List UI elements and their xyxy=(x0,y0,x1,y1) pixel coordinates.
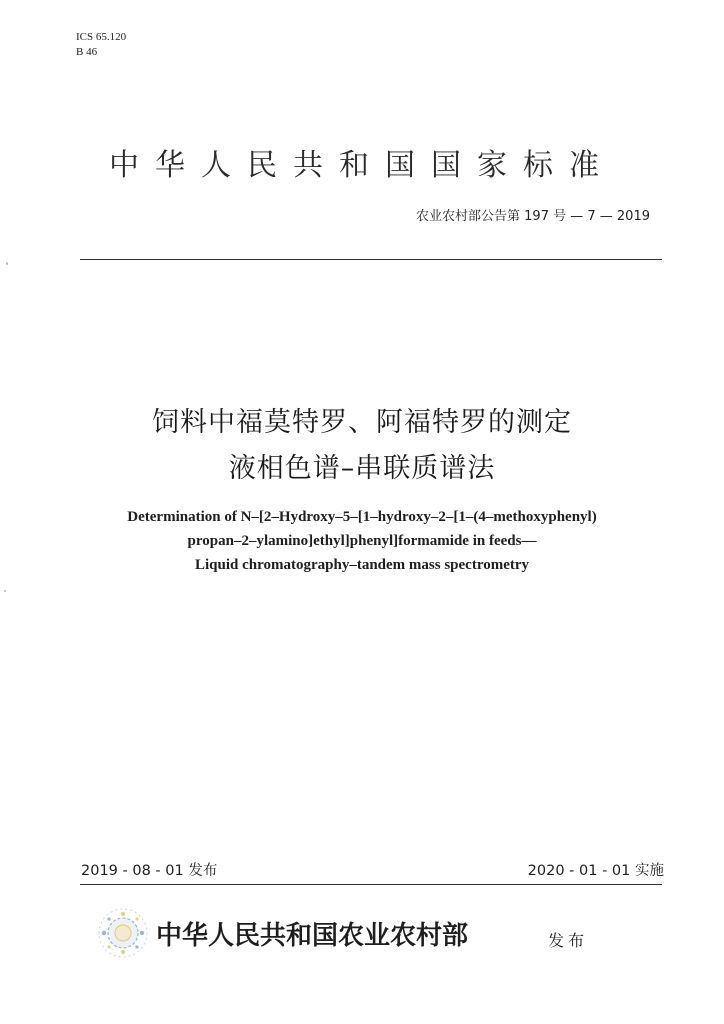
chinese-title-line-1: 饲料中福莫特罗、阿福特罗的测定 xyxy=(152,407,572,438)
english-title-line-1: Determination of N–[2–Hydroxy–5–[1–hydroxy–2–[1–(4–methoxyphenyl) xyxy=(127,509,597,525)
implementation-date: 2020 - 01 - 01 实施 xyxy=(527,863,664,879)
emblem-rays xyxy=(99,909,147,957)
bottom-divider xyxy=(80,884,662,885)
english-title-line-3: Liquid chromatography–tandem mass spectrometry xyxy=(194,557,530,573)
standard-number: 农业农村部公告第 197 号 — 7 — 2019 xyxy=(416,209,650,224)
english-title-line-2: propan–2–ylamino]ethyl]phenyl]formamide in feeds— xyxy=(187,533,537,549)
chinese-title-line-2: 液相色谱–串联质谱法 xyxy=(228,453,496,484)
issuing-ministry: 中华人民共和国农业农村部 xyxy=(156,921,469,951)
scan-speck xyxy=(4,590,6,592)
issue-date: 2019 - 08 - 01 发布 xyxy=(81,863,218,879)
classification-codes xyxy=(76,30,126,60)
standard-title: 中华人民共和国国家标准 xyxy=(109,148,615,183)
scan-speck xyxy=(6,262,8,265)
top-divider xyxy=(80,259,662,260)
ics-code: ICS 65.120 xyxy=(76,31,127,43)
publish-label: 发布 xyxy=(548,931,589,950)
ccs-code: B 46 xyxy=(76,46,98,58)
ministry-emblem-icon xyxy=(96,906,150,960)
